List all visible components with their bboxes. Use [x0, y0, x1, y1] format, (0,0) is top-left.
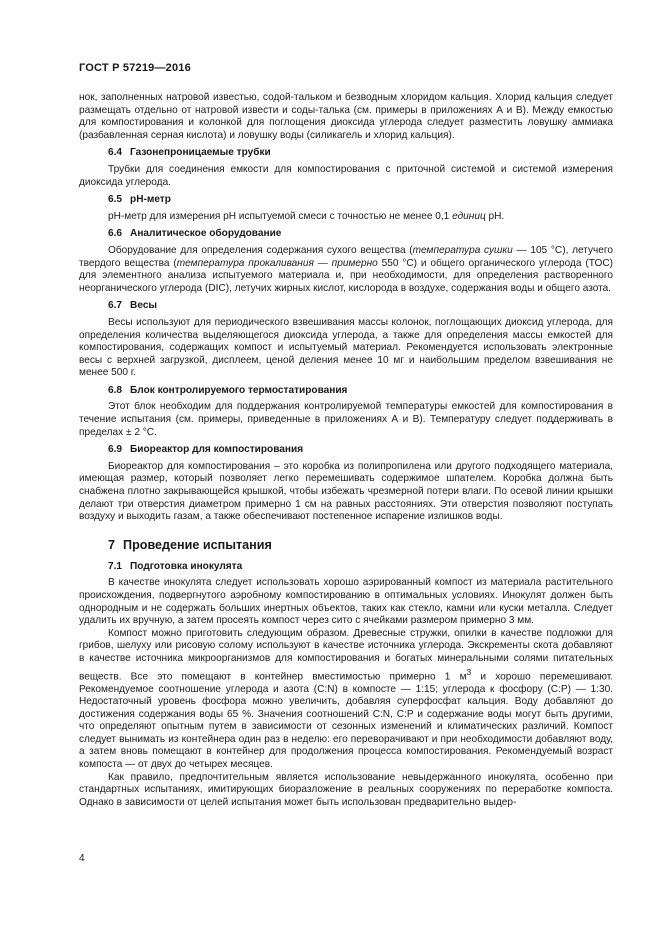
text-run: pH-метр для измерения pH испытуемой смеси с точностью не менее 0,1: [108, 210, 453, 222]
section-title: Биореактор для компостирования: [130, 444, 304, 456]
section-title: Аналитическое оборудование: [130, 228, 282, 240]
page-number: 4: [79, 853, 85, 864]
section-title: Проведение испытания: [123, 537, 272, 552]
paragraph-6-6: [79, 245, 613, 295]
text-run-italic: температура прокаливания — примерно: [176, 257, 378, 269]
section-title: Блок контролируемого термостатирования: [130, 384, 348, 396]
paragraph-6-8: Этот блок необходим для поддержания контролируемой температуры емкостей для компостирования в течение испытания (см. примеры, приведенные в приложениях А и В). Температуру следует поддерживать в пределах ± 2 °С.: [79, 401, 613, 438]
section-title: pH-метр: [130, 194, 171, 206]
section-heading-6-6: [108, 228, 613, 241]
section-heading-7-1: [108, 561, 613, 574]
section-number: 6.5: [108, 194, 123, 206]
section-number: 7.1: [108, 560, 123, 572]
paragraph-6-7: Весы используют для периодического взвешивания массы колонок, поглощающих диоксид углерода, для определения количества выделяющегося диоксида углерода, а также для определения массы емкостей для компостирования, содержащих компост и испытуемый материал. Рекомендуется использовать электронные весы с верхней загрузкой, дисплеем, ценой деления менее 10 мг и наибольшим пределом взвешивания не менее 500 г.: [79, 316, 613, 379]
document-header: ГОСТ Р 57219—2016: [79, 62, 191, 74]
section-title: Весы: [130, 300, 158, 312]
section-number: 6.7: [108, 300, 123, 312]
section-number: 6.8: [108, 384, 123, 396]
paragraph-7-1-2: [79, 628, 613, 772]
section-heading-6-8: [108, 385, 613, 398]
section-heading-6-5: [108, 194, 613, 207]
superscript: 3: [466, 666, 472, 677]
paragraph-6-4: Трубки для соединения емкости для компостирования с приточной системой и системой измерения диоксида углерода.: [79, 163, 613, 188]
text-run: и хорошо перемешивают. Рекомендуемое соотношение углерода и азота (C:N) в компосте — 1:15; углерода к фосфору (C:P) — 1:30. Недостаточный уровень фосфора можно увеличить, добавляя суперфосфат кальция. Воду добавляют до достижения содержания воды 65 %. Значения соотношений C:N, C:P и содержание воды могут быть другими, что определяют опытным путем в зависимости от сезонных изменений и климатических различий. Компост следует вынимать из контейнера один раз в неделю: его переворачивают и при необходимости добавляют воду, а затем вновь помещают в контейнер для продолжения процесса компостирования. Рекомендуемый возраст компоста — от двух до четырех месяцев.: [79, 670, 613, 771]
paragraph-7-1-1: В качестве инокулята следует использовать хорошо аэрированный компост из материала растительного происхождения, подвергнутого аэробному компостированию в оптимальных условиях. Инокулят должен быть однородным и не содержать больших инертных объектов, таких как стекло, камни или куски металла. Следует удалить их вручную, а затем просеять компост через сито с ячейками размером примерно 3 мм.: [79, 577, 613, 627]
section-heading-6-7: [108, 300, 613, 313]
section-number: 6.4: [108, 147, 123, 159]
section-heading-7: [108, 538, 613, 552]
paragraph-continuation: нок, заполненных натровой известью, содой-тальком и безводным хлоридом кальция. Хлорид кальция следует размещать отдельно от натровой извести и соды-талька (см. примеры в приложениях А и В). Между емкостью для компостирования и колонкой для поглощения диоксида углерода следует разместить ловушку аммиака (разбавленная серная кислота) и ловушку воды (силикагель и хлорид кальция).: [79, 92, 613, 141]
document-body: [79, 92, 613, 809]
text-run: Оборудование для определения содержания сухого вещества (: [108, 244, 413, 256]
text-run: Компост можно приготовить следующим образом. Древесные стружки, опилки в качестве подложки для грибов, шелуху или рисовую солому используют в качестве источника углерода. Экскременты скота добавляют в качестве источника микроорганизмов для компостирования и богатых минеральными солями питательных веществ. Все это помещают в контейнер вместимостью примерно 1 м: [79, 627, 613, 682]
section-number: 6.6: [108, 228, 123, 240]
text-run-italic: температура сушки: [412, 244, 513, 256]
section-title: Подготовка инокулята: [130, 560, 243, 572]
text-run: — 105 °С), летучего твердого вещества (: [79, 244, 613, 269]
section-number: 7: [108, 537, 116, 552]
text-run-italic: единиц: [452, 210, 486, 222]
section-heading-6-9: [108, 444, 613, 457]
paragraph-6-9: Биореактор для компостирования – это коробка из полипропилена или другого подходящего материала, имеющая размер, который позволяет легко перемешивать содержимое шпателем. Коробка должна быть снабжена плотно закрывающейся крышкой, чтобы избежать чрезмерной потери влаги. По осевой линии крышки делают три отверстия диаметром примерно 1 см на равных расстояниях. Эти отверстия позволяют поступать воздуху и выходить газам, а также обеспечивают постепенное испарение излишков воды.: [79, 460, 613, 523]
text-run: 550 °С) и общего органического углерода (ТОС) для элементного анализа испытуемого материала и, при необходимости, для определения растворенного неорганического углерода (DIC), летучих жирных кислот, кислорода в воздухе, содержания воды и общего азота.: [79, 257, 613, 294]
paragraph-6-5: [79, 211, 613, 224]
section-title: Газонепроницаемые трубки: [130, 147, 271, 159]
text-run: pH.: [485, 210, 505, 222]
section-number: 6.9: [108, 444, 123, 456]
paragraph-7-1-3: Как правило, предпочтительным является использование невыдержанного инокулята, особенно при стандартных испытаниях, имитирующих биоразложение в реальных сооружениях по переработке компоста. Однако в зависимости от целей испытания может быть использован предварительно выдер-: [79, 771, 613, 808]
section-heading-6-4: [108, 147, 613, 160]
